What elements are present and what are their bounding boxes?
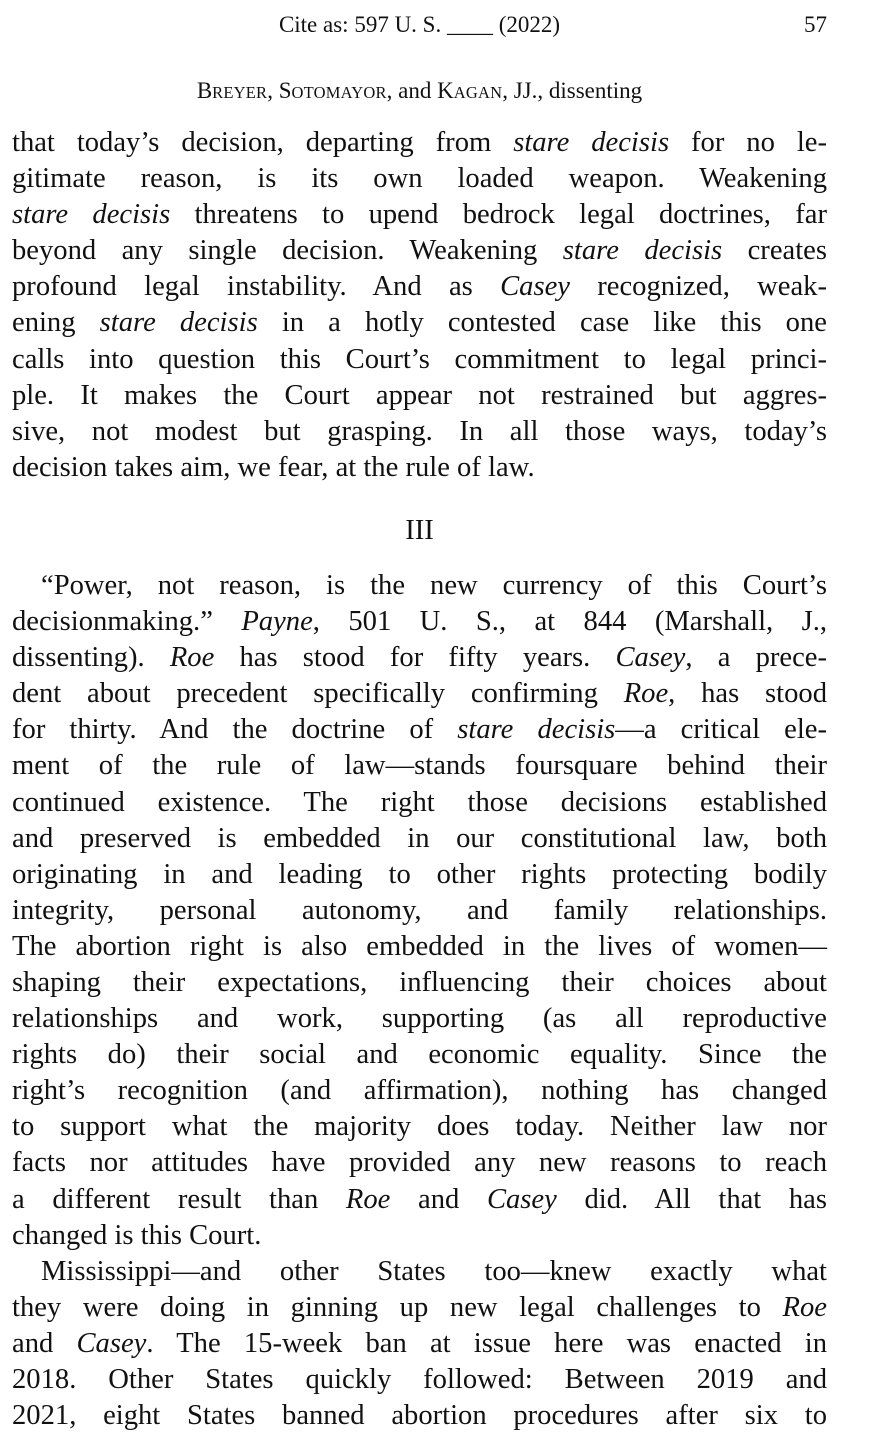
text-line: stare decisis threatens to upend bedrock legal doctrines, far <box>12 199 827 231</box>
text-line: right’s recognition (and affirmation), nothing has changed <box>12 1075 827 1107</box>
text-line: relationships and work, supporting (as all reproductive <box>12 1003 827 1035</box>
running-head <box>12 0 827 60</box>
paragraph-1 <box>12 125 827 486</box>
opinion-page <box>12 0 827 1434</box>
author-line-suffix: , JJ., dissenting <box>502 78 643 103</box>
text-line: calls into question this Court’s commitment to legal princi- <box>12 343 827 375</box>
text-line: The abortion right is also embedded in the lives of women— <box>12 930 827 962</box>
text-line: dissenting). Roe has stood for fifty years. Casey, a prece- <box>12 642 827 674</box>
citation-header: Cite as: 597 U. S. ____ (2022) <box>278 12 561 37</box>
text-line: and Casey. The 15-week ban at issue here was enacted in <box>12 1327 827 1359</box>
author-name-2: OTOMAYOR <box>291 83 387 102</box>
text-line: gitimate reason, is its own loaded weapon. Weakening <box>12 163 827 195</box>
section-heading: III <box>405 514 434 546</box>
text-line: profound legal instability. And as Casey recognized, weak- <box>12 271 827 303</box>
text-line: facts nor attitudes have provided any new reasons to reach <box>12 1147 827 1179</box>
author-initial-2: S <box>278 78 292 103</box>
author-name-3: AGAN <box>453 83 503 102</box>
text-line: decision takes aim, we fear, at the rule of law. <box>12 451 535 483</box>
page-number: 57 <box>804 12 827 37</box>
text-line: 2018. Other States quickly followed: Between 2019 and <box>12 1364 827 1395</box>
text-line: and preserved is embedded in our constitutional law, both <box>12 822 827 854</box>
paragraph-3 <box>12 1254 827 1434</box>
text-line: that today’s decision, departing from stare decisis for no le- <box>12 127 827 158</box>
text-line: integrity, personal autonomy, and family relationships. <box>12 894 827 926</box>
text-line: ening stare decisis in a hotly contested case like this one <box>12 307 827 339</box>
text-line: beyond any single decision. Weakening stare decisis creates <box>12 235 827 267</box>
text-line: rights do) their social and economic equality. Since the <box>12 1039 827 1071</box>
author-initial-3: K <box>437 78 454 103</box>
text-line: for thirty. And the doctrine of stare decisis—a critical ele- <box>12 714 827 746</box>
text-line: ple. It makes the Court appear not restrained but aggres- <box>12 379 827 411</box>
text-line: originating in and leading to other rights protecting bodily <box>12 858 827 890</box>
text-line: they were doing in ginning up new legal challenges to Roe <box>12 1291 827 1323</box>
text-line: decisionmaking.” Payne, 501 U. S., at 844 (Marshall, J., <box>12 606 828 638</box>
paragraph-2 <box>12 568 827 1254</box>
text-line: 2021, eight States banned abortion procedures after six to <box>12 1400 827 1432</box>
text-line: shaping their expectations, influencing their choices about <box>12 966 827 998</box>
text-line: “Power, not reason, is the new currency of this Court’s <box>41 569 827 601</box>
text-line: dent about precedent specifically confirming Roe, has stood <box>12 678 827 710</box>
text-line: continued existence. The right those decisions established <box>12 786 827 818</box>
text-line: Mississippi—and other States too—knew exactly what <box>41 1255 827 1287</box>
text-line: to support what the majority does today. Neither law nor <box>12 1111 827 1143</box>
text-line: ment of the rule of law—stands foursquare behind their <box>12 750 827 782</box>
text-line: changed is this Court. <box>12 1219 262 1251</box>
author-name-1: REYER <box>212 83 268 102</box>
text-line: sive, not modest but grasping. In all those ways, today’s <box>12 415 827 447</box>
author-line: BREYER, SOTOMAYOR, and KAGAN, JJ., dissenting <box>196 78 643 103</box>
author-initial-1: B <box>196 78 213 103</box>
text-line: a different result than Roe and Casey did. All that has <box>12 1183 827 1215</box>
